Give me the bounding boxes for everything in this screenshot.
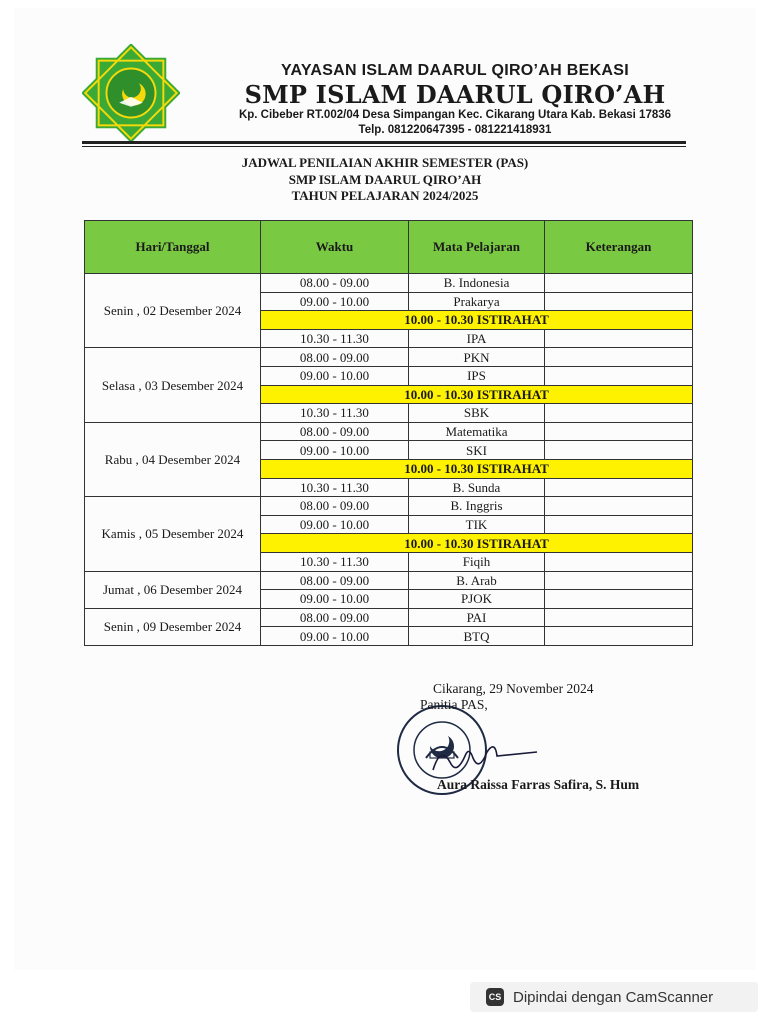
subject-cell: IPS (409, 366, 545, 385)
table-header-row (85, 221, 693, 274)
subject-cell: PJOK (409, 590, 545, 609)
column-header-day: Hari/Tanggal (85, 221, 261, 274)
subject-cell: TIK (409, 515, 545, 534)
time-cell: 10.30 - 11.30 (261, 552, 409, 571)
time-cell: 10.30 - 11.30 (261, 329, 409, 348)
column-header-time: Waktu (261, 221, 409, 274)
document-title: JADWAL PENILAIAN AKHIR SEMESTER (PAS) (241, 155, 529, 170)
time-cell: 08.00 - 09.00 (261, 608, 409, 627)
letterhead-rule-thin (82, 146, 686, 147)
break-cell: 10.00 - 10.30 ISTIRAHAT (261, 385, 693, 404)
subject-cell: SKI (409, 441, 545, 460)
table-row (85, 274, 693, 293)
handwritten-signature (425, 740, 545, 780)
table-row (85, 497, 693, 516)
subject-cell: B. Arab (409, 571, 545, 590)
notes-cell (545, 478, 693, 497)
day-cell: Kamis , 05 Desember 2024 (85, 497, 261, 571)
time-cell: 09.00 - 10.00 (261, 292, 409, 311)
notes-cell (545, 348, 693, 367)
notes-cell (545, 497, 693, 516)
school-phone: Telp. 081220647395 - 081221418931 (358, 124, 552, 136)
time-cell: 08.00 - 09.00 (261, 348, 409, 367)
foundation-name: YAYASAN ISLAM DAARUL QIRO’AH BEKASI (280, 62, 630, 79)
school-logo (82, 44, 180, 142)
table-row (85, 608, 693, 627)
notes-cell (545, 608, 693, 627)
signature-committee: Panitia PAS, (420, 697, 488, 712)
subject-cell: B. Indonesia (409, 274, 545, 293)
letterhead-rule-thick (82, 141, 686, 144)
table-row (85, 348, 693, 367)
column-header-subject: Mata Pelajaran (409, 221, 545, 274)
notes-cell (545, 366, 693, 385)
time-cell: 08.00 - 09.00 (261, 497, 409, 516)
break-cell: 10.00 - 10.30 ISTIRAHAT (261, 459, 693, 478)
notes-cell (545, 441, 693, 460)
notes-cell (545, 404, 693, 423)
notes-cell (545, 515, 693, 534)
table-row (85, 422, 693, 441)
subject-cell: Matematika (409, 422, 545, 441)
time-cell: 09.00 - 10.00 (261, 515, 409, 534)
day-cell: Jumat , 06 Desember 2024 (85, 571, 261, 608)
school-address: Kp. Cibeber RT.002/04 Desa Simpangan Kec. Cikarang Utara Kab. Bekasi 17836 (238, 109, 672, 121)
day-cell: Selasa , 03 Desember 2024 (85, 348, 261, 422)
time-cell: 08.00 - 09.00 (261, 422, 409, 441)
subject-cell: PAI (409, 608, 545, 627)
day-cell: Senin , 02 Desember 2024 (85, 274, 261, 348)
camscanner-badge (470, 982, 758, 1012)
break-cell: 10.00 - 10.30 ISTIRAHAT (261, 534, 693, 553)
time-cell: 09.00 - 10.00 (261, 627, 409, 646)
subject-cell: Fiqih (409, 552, 545, 571)
time-cell: 10.30 - 11.30 (261, 478, 409, 497)
subject-cell: BTQ (409, 627, 545, 646)
table-body (85, 274, 693, 646)
document-subtitle-school: SMP ISLAM DAARUL QIRO’AH (288, 172, 482, 187)
subject-cell: SBK (409, 404, 545, 423)
camscanner-icon: CS (486, 988, 504, 1006)
document-subtitle-year: TAHUN PELAJARAN 2024/2025 (291, 188, 479, 203)
column-header-notes: Keterangan (545, 221, 693, 274)
notes-cell (545, 422, 693, 441)
signature-place-date: Cikarang, 29 November 2024 (433, 681, 594, 696)
time-cell: 08.00 - 09.00 (261, 274, 409, 293)
table-row (85, 571, 693, 590)
time-cell: 10.30 - 11.30 (261, 404, 409, 423)
day-cell: Rabu , 04 Desember 2024 (85, 422, 261, 496)
time-cell: 08.00 - 09.00 (261, 571, 409, 590)
notes-cell (545, 571, 693, 590)
notes-cell (545, 627, 693, 646)
notes-cell (545, 292, 693, 311)
subject-cell: B. Inggris (409, 497, 545, 516)
notes-cell (545, 552, 693, 571)
signer-name: Aura Raissa Farras Safira, S. Hum (437, 777, 640, 792)
exam-schedule-table (84, 220, 693, 646)
camscanner-text: Dipindai dengan CamScanner (513, 988, 714, 1006)
time-cell: 09.00 - 10.00 (261, 441, 409, 460)
time-cell: 09.00 - 10.00 (261, 366, 409, 385)
school-name: SMP ISLAM DAARUL QIRO’AH (244, 80, 666, 109)
notes-cell (545, 329, 693, 348)
notes-cell (545, 274, 693, 293)
subject-cell: Prakarya (409, 292, 545, 311)
subject-cell: IPA (409, 329, 545, 348)
time-cell: 09.00 - 10.00 (261, 590, 409, 609)
day-cell: Senin , 09 Desember 2024 (85, 608, 261, 645)
subject-cell: B. Sunda (409, 478, 545, 497)
break-cell: 10.00 - 10.30 ISTIRAHAT (261, 311, 693, 330)
notes-cell (545, 590, 693, 609)
subject-cell: PKN (409, 348, 545, 367)
